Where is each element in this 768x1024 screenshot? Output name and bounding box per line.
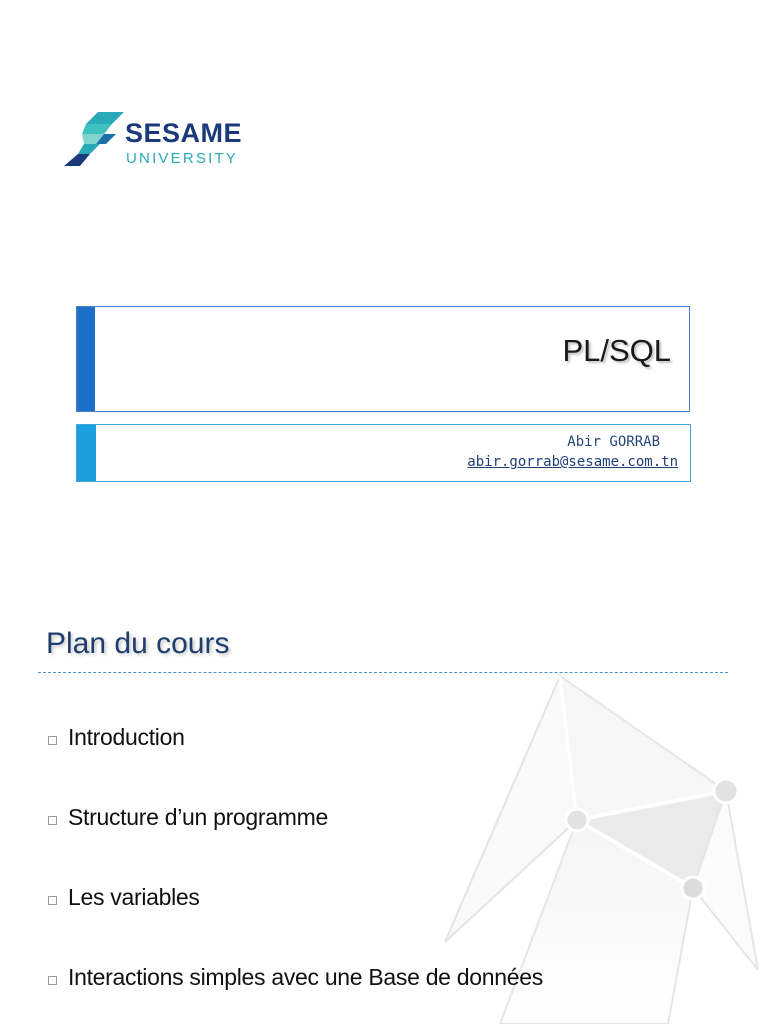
logo-brand-text: SESAME: [125, 118, 243, 148]
outline-item-text: Interactions simples avec une Base de données: [68, 964, 543, 990]
slide-title: PL/SQL: [562, 333, 671, 368]
list-item: [48, 884, 200, 911]
outline-item-text: Structure d’un programme: [68, 804, 328, 830]
plan-heading: Plan du cours: [46, 627, 230, 660]
bullet-box-icon: [48, 976, 57, 985]
author-box: [76, 424, 691, 482]
author-name: Abir GORRAB: [567, 434, 660, 450]
list-item: [48, 804, 328, 831]
outline-item-text: Introduction: [68, 724, 185, 750]
outline-item-text: Les variables: [68, 884, 200, 910]
author-accent-bar: [77, 425, 96, 481]
list-item: [48, 964, 543, 991]
bullet-box-icon: [48, 736, 57, 745]
heading-divider: [38, 672, 728, 673]
list-item: [48, 724, 185, 751]
title-box: [76, 306, 690, 412]
bullet-box-icon: [48, 896, 57, 905]
author-email-link[interactable]: abir.gorrab@sesame.com.tn: [467, 454, 678, 470]
sesame-university-logo: [62, 110, 272, 172]
title-accent-bar: [77, 307, 95, 411]
bullet-box-icon: [48, 816, 57, 825]
logo-subtitle-text: UNIVERSITY: [126, 150, 239, 167]
logo-mark-icon: [62, 110, 124, 172]
